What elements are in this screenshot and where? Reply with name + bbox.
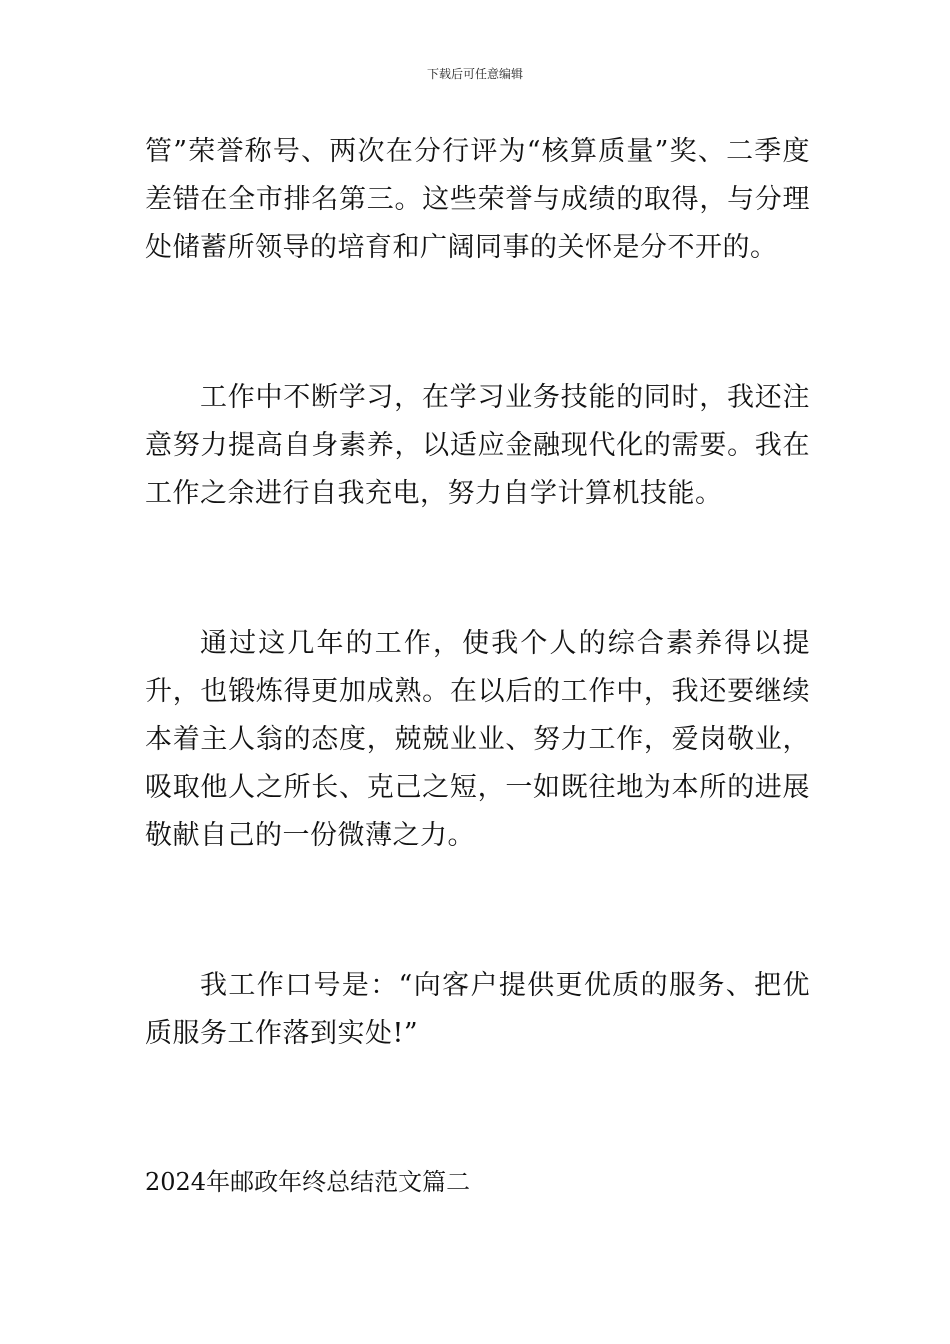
paragraph-gap: [145, 518, 810, 620]
document-body: [145, 128, 810, 1202]
paragraph-gap: [145, 272, 810, 374]
paragraph-4: 我工作口号是：“向客户提供更优质的服务、把优质服务工作落到实处!”: [145, 970, 810, 1049]
section-heading: 2024年邮政年终总结范文篇二: [145, 1168, 471, 1196]
paragraph-gap: [145, 1058, 810, 1162]
page-header-note: 下载后可任意编辑: [426, 67, 523, 81]
paragraph-1: 管”荣誉称号、两次在分行评为“核算质量”奖、二季度差错在全市排名第三。这些荣誉与成绩的取得，与分理处储蓄所领导的培育和广阔同事的关怀是分不开的。: [145, 136, 810, 263]
paragraph-gap: [145, 860, 810, 962]
paragraph-2: 工作中不断学习，在学习业务技能的同时，我还注意努力提高自身素养，以适应金融现代化的需要。我在工作之余进行自我充电，努力自学计算机技能。: [145, 382, 810, 509]
paragraph-3: 通过这几年的工作，使我个人的综合素养得以提升，也锻炼得更加成熟。在以后的工作中，我还要继续本着主人翁的态度，兢兢业业、努力工作，爱岗敬业，吸取他人之所长、克己之短，一如既往地为本所的进展敬献自己的一份微薄之力。: [145, 628, 810, 851]
